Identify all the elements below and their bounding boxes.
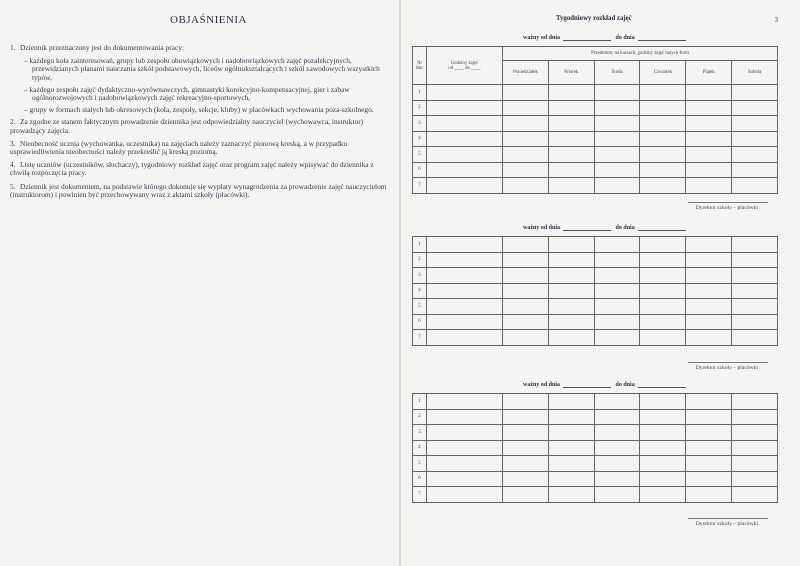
schedule-cell[interactable] [640,85,686,101]
schedule-cell[interactable] [548,162,594,178]
table-row [413,237,778,253]
schedule-rows [413,237,778,346]
row-number: 6 [413,314,427,330]
schedule-cell[interactable] [640,456,686,472]
schedule-cell[interactable] [503,471,549,487]
schedule-cell[interactable] [640,299,686,315]
schedule-cell[interactable] [503,314,549,330]
schedule-cell[interactable] [686,100,732,116]
schedule-rows [413,85,778,194]
table-row [413,314,778,330]
row-number: 1 [413,237,427,253]
signature-line [688,518,768,519]
hours-header: Godziny zajęć od ____ do ____ [427,47,503,85]
schedule-cell[interactable] [548,456,594,472]
schedule-cell[interactable] [686,330,732,346]
hours-cell[interactable] [427,85,503,101]
schedule-cell[interactable] [594,131,640,147]
schedule-cell[interactable] [640,147,686,163]
hours-cell[interactable] [427,471,503,487]
row-number: 4 [413,283,427,299]
day-header: Wtorek [548,61,594,85]
row-number: 2 [413,252,427,268]
table-row [413,131,778,147]
schedule-cell[interactable] [686,299,732,315]
schedule-cell[interactable] [732,116,778,132]
schedule-cell[interactable] [548,131,594,147]
table-row [413,252,778,268]
schedule-cell[interactable] [732,330,778,346]
schedule-cell[interactable] [503,299,549,315]
row-number: 4 [413,131,427,147]
schedule-cell[interactable] [503,147,549,163]
explanation-subitem: – każdego koła zainteresowań, grupy lub zespołu obowiązkowych i nadobowiązkowych zajęć pozalekcyjnych, przewidzianych planami nauczania szkół podstawowych, liceów ogólnokształcących i szkół zawodowych wszystkich typów, [24,56,380,82]
schedule-cell[interactable] [640,487,686,503]
row-number: 1 [413,394,427,410]
director-signature-label: Dyrektor szkoły – placówki [695,521,758,527]
nr-header: Nr lekc [413,47,427,85]
hours-cell[interactable] [427,162,503,178]
schedule-cell[interactable] [594,85,640,101]
schedule-cell[interactable] [548,440,594,456]
schedule-cell[interactable] [548,237,594,253]
schedule-cell[interactable] [640,330,686,346]
hours-cell[interactable] [427,237,503,253]
schedule-cell[interactable] [548,330,594,346]
validity-line: ważny od dnia do dnia [523,224,689,231]
schedule-cell[interactable] [594,116,640,132]
schedule-cell[interactable] [548,283,594,299]
explanation-item: 1. Dziennik przeznaczony jest do dokumentowania pracy: [10,43,184,52]
schedule-cell[interactable] [640,268,686,284]
schedule-cell[interactable] [686,394,732,410]
day-header: Piątek [686,61,732,85]
table-row [413,471,778,487]
schedule-cell[interactable] [594,268,640,284]
schedule-cell[interactable] [548,100,594,116]
hours-cell[interactable] [427,425,503,441]
schedule-cell[interactable] [503,394,549,410]
schedule-cell[interactable] [503,425,549,441]
subjects-header: Przedmioty na kursach, godziny zajęć innych form [503,47,778,61]
schedule-cell[interactable] [594,100,640,116]
explanation-subitem: – każdego zespołu zajęć dydaktyczno-wyrównawczych, gimnastyki korekcyjno-kompensacyjnej, gier i zabaw ogólnorozwojowych i nadobowiązkowych zajęć rekreacyjno-sportowych, [24,84,350,103]
schedule-cell[interactable] [548,116,594,132]
schedule-cell[interactable] [548,471,594,487]
explanation-subitem: – grupy w formach stałych lub okresowych (koła, zespoły, sekcje, kluby) w placówkach wychowania poza-szkolnego. [24,105,374,115]
explanations [10,44,388,204]
director-signature-label: Dyrektor szkoły – placówki [695,205,758,211]
schedule-cell[interactable] [548,299,594,315]
schedule-cell[interactable] [732,456,778,472]
table-row [413,299,778,315]
valid-from-field[interactable] [563,34,611,41]
signature-line [688,202,768,203]
schedule-cell[interactable] [503,283,549,299]
row-number: 7 [413,487,427,503]
row-number: 2 [413,100,427,116]
schedule-cell[interactable] [732,314,778,330]
table-row [413,178,778,194]
schedule-cell[interactable] [594,314,640,330]
table-row [413,147,778,163]
schedule-cell[interactable] [548,178,594,194]
valid-from-field[interactable] [563,224,611,231]
schedule-cell[interactable] [686,237,732,253]
schedule-rows [413,394,778,503]
schedule-cell[interactable] [503,252,549,268]
table-row [413,487,778,503]
table-row [413,330,778,346]
schedule-cell[interactable] [686,85,732,101]
schedule-cell[interactable] [732,100,778,116]
schedule-cell[interactable] [594,237,640,253]
schedule-cell[interactable] [548,314,594,330]
schedule-cell[interactable] [594,178,640,194]
hours-cell[interactable] [427,330,503,346]
schedule-cell[interactable] [732,409,778,425]
right-page [401,0,800,566]
schedule-cell[interactable] [732,471,778,487]
schedule-cell[interactable] [640,116,686,132]
table-row [413,440,778,456]
explanation-item: 4. Listę uczniów (uczestników, słuchaczy), tygodniowy rozkład zajęć oraz program zajęć należy wpisywać do dziennika z chwilą rozpoczęcia pracy. [10,160,374,178]
day-header: Środa [594,61,640,85]
hours-cell[interactable] [427,456,503,472]
schedule-cell[interactable] [732,162,778,178]
schedule-cell[interactable] [594,471,640,487]
valid-to-field[interactable] [638,381,686,388]
valid-to-field[interactable] [638,224,686,231]
schedule-cell[interactable] [686,471,732,487]
schedule-cell[interactable] [640,394,686,410]
schedule-cell[interactable] [732,131,778,147]
table-row [413,425,778,441]
schedule-cell[interactable] [732,487,778,503]
schedule-cell[interactable] [503,100,549,116]
schedule-cell[interactable] [594,283,640,299]
schedule-cell[interactable] [732,440,778,456]
schedule-cell[interactable] [640,252,686,268]
schedule-cell[interactable] [594,299,640,315]
row-number: 6 [413,162,427,178]
schedule-cell[interactable] [686,178,732,194]
schedule-cell[interactable] [503,85,549,101]
schedule-cell[interactable] [686,116,732,132]
schedule-cell[interactable] [732,283,778,299]
table-row [413,268,778,284]
schedule-cell[interactable] [640,237,686,253]
hours-cell[interactable] [427,116,503,132]
schedule-cell[interactable] [548,394,594,410]
hours-cell[interactable] [427,147,503,163]
schedule-cell[interactable] [548,85,594,101]
hours-cell[interactable] [427,299,503,315]
schedule-cell[interactable] [548,487,594,503]
schedule-cell[interactable] [503,440,549,456]
schedule-cell[interactable] [686,440,732,456]
schedule-cell[interactable] [503,178,549,194]
row-number: 5 [413,456,427,472]
schedule-table [412,393,778,503]
hours-cell[interactable] [427,394,503,410]
valid-from-field[interactable] [563,381,611,388]
hours-cell[interactable] [427,252,503,268]
table-row [413,456,778,472]
hours-cell[interactable] [427,178,503,194]
day-header: Czwartek [640,61,686,85]
row-number: 3 [413,116,427,132]
hours-cell[interactable] [427,100,503,116]
schedule-cell[interactable] [640,314,686,330]
schedule-cell[interactable] [640,283,686,299]
table-row [413,394,778,410]
schedule-cell[interactable] [594,425,640,441]
hours-cell[interactable] [427,268,503,284]
schedule-cell[interactable] [686,268,732,284]
schedule-cell[interactable] [503,409,549,425]
schedule-cell[interactable] [640,162,686,178]
schedule-title: Tygodniowy rozkład zajęć [556,15,632,22]
schedule-cell[interactable] [503,330,549,346]
schedule-cell[interactable] [503,237,549,253]
valid-to-field[interactable] [638,34,686,41]
schedule-cell[interactable] [503,162,549,178]
schedule-cell[interactable] [640,100,686,116]
schedule-cell[interactable] [640,131,686,147]
schedule-cell[interactable] [732,237,778,253]
row-number: 6 [413,471,427,487]
hours-cell[interactable] [427,131,503,147]
schedule-cell[interactable] [732,425,778,441]
explanation-item: 5. Dziennik jest dokumentem, na podstawie którego dokonuje się wypłaty wynagrodzenia za prowadzenie zajęć nauczycielom (instruktorom) i powinien być przechowywany wraz z aktami szkoły (placówki). [10,181,387,199]
explanation-item: 3. Nieobecność ucznia (wychowanka, uczestnika) na zajęciach należy zaznaczyć pionową kreską, a w przypadku usprawiedliwienia nieobecności należy przekreślić ją kreską poziomą. [10,138,348,157]
schedule-table [412,236,778,346]
schedule-cell[interactable] [548,252,594,268]
schedule-cell[interactable] [548,409,594,425]
schedule-cell[interactable] [640,440,686,456]
day-header: Sobota [732,61,778,85]
schedule-cell[interactable] [732,147,778,163]
schedule-cell[interactable] [594,440,640,456]
row-number: 2 [413,409,427,425]
table-row [413,283,778,299]
hours-cell[interactable] [427,283,503,299]
schedule-cell[interactable] [503,268,549,284]
schedule-cell[interactable] [594,409,640,425]
schedule-cell[interactable] [594,330,640,346]
schedule-table [412,46,778,194]
schedule-cell[interactable] [503,456,549,472]
schedule-cell[interactable] [732,394,778,410]
validity-line: ważny od dnia do dnia [523,34,689,41]
schedule-cell[interactable] [594,147,640,163]
schedule-cell[interactable] [732,178,778,194]
table-row [413,85,778,101]
validity-line: ważny od dnia do dnia [523,381,689,388]
schedule-cell[interactable] [686,147,732,163]
table-row [413,100,778,116]
schedule-cell[interactable] [640,178,686,194]
row-number: 3 [413,425,427,441]
schedule-cell[interactable] [686,409,732,425]
schedule-cell[interactable] [640,409,686,425]
schedule-cell[interactable] [594,252,640,268]
schedule-cell[interactable] [686,456,732,472]
row-number: 1 [413,85,427,101]
row-number: 5 [413,299,427,315]
schedule-cell[interactable] [640,471,686,487]
schedule-cell[interactable] [548,425,594,441]
schedule-cell[interactable] [732,299,778,315]
schedule-cell[interactable] [686,314,732,330]
table-row [413,409,778,425]
schedule-cell[interactable] [686,252,732,268]
table-row [413,162,778,178]
day-header: Poniedziałek [503,61,549,85]
row-number: 5 [413,147,427,163]
hours-cell[interactable] [427,440,503,456]
schedule-cell[interactable] [548,268,594,284]
schedule-cell[interactable] [594,456,640,472]
director-signature-label: Dyrektor szkoły – placówki [695,365,758,371]
row-number: 4 [413,440,427,456]
schedule-cell[interactable] [503,487,549,503]
schedule-cell[interactable] [686,162,732,178]
schedule-cell[interactable] [732,268,778,284]
schedule-cell[interactable] [640,425,686,441]
table-row [413,116,778,132]
schedule-cell[interactable] [594,487,640,503]
row-number: 7 [413,178,427,194]
row-number: 3 [413,268,427,284]
schedule-cell[interactable] [732,85,778,101]
schedule-cell[interactable] [503,131,549,147]
schedule-cell[interactable] [548,147,594,163]
schedule-cell[interactable] [686,283,732,299]
row-number: 7 [413,330,427,346]
schedule-cell[interactable] [686,425,732,441]
schedule-cell[interactable] [503,116,549,132]
signature-line [688,362,768,363]
page-title: OBJAŚNIENIA [170,14,247,26]
schedule-cell[interactable] [732,252,778,268]
schedule-cell[interactable] [686,131,732,147]
hours-cell[interactable] [427,409,503,425]
schedule-cell[interactable] [594,162,640,178]
explanation-item: 2. Za zgodne ze stanem faktycznym prowadzenie dziennika jest odpowiedzialny nauczyciel (wychowawca, instruktor) prowadzący zajęcia. [10,117,364,135]
hours-cell[interactable] [427,314,503,330]
page-number: 3 [774,16,778,24]
left-page [0,0,399,566]
hours-cell[interactable] [427,487,503,503]
schedule-cell[interactable] [594,394,640,410]
schedule-cell[interactable] [686,487,732,503]
